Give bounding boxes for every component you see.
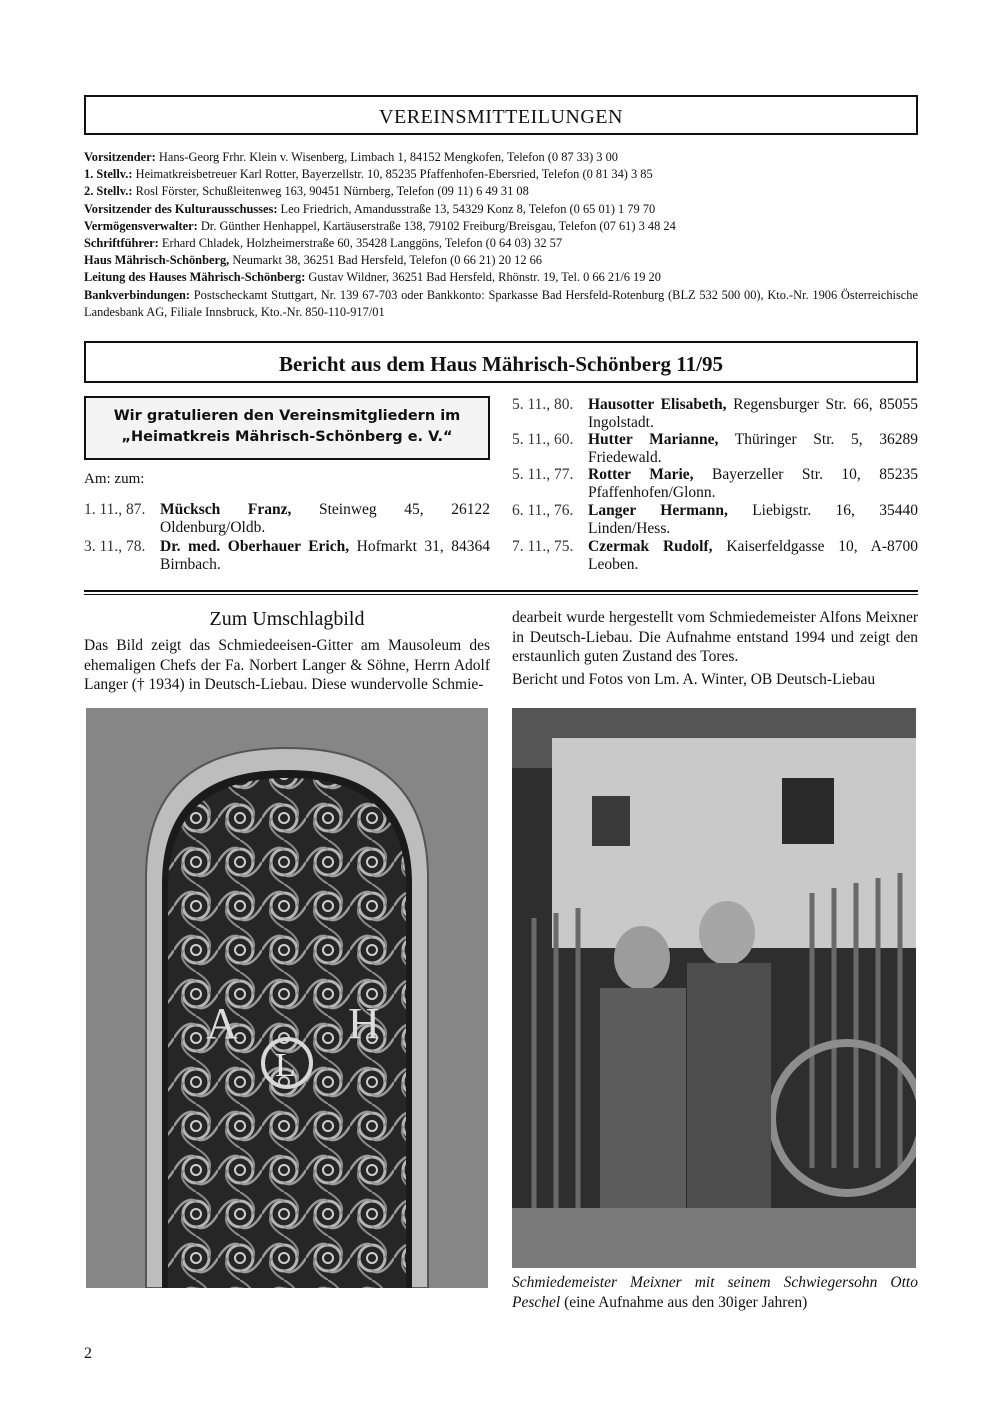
photo-credit: Bericht und Fotos von Lm. A. Winter, OB Deutsch-Liebau <box>512 671 876 688</box>
vm-row <box>84 166 918 183</box>
gate-letter-a: A <box>206 999 238 1048</box>
entry-date: 5. 11., 80. <box>512 396 574 413</box>
entry-name: Dr. med. Oberhauer Erich, <box>160 538 350 555</box>
vm-row-text: Rosl Förster, Schußleitenweg 163, 90451 Nürnberg, Telefon (09 11) 6 49 31 08 <box>132 184 529 199</box>
entry-address: Regensburger Str. 66, 85055 Ingolstadt. <box>588 396 918 431</box>
congrats-line-2: „Heimatkreis Mährisch-Schönberg e. V.“ <box>121 429 453 445</box>
entry-name: Rotter Marie, <box>588 466 694 483</box>
entry-address: Steinweg 45, 26122 Oldenburg/Oldb. <box>160 501 491 536</box>
page-number: 2 <box>84 1345 92 1362</box>
section-divider-thin <box>84 594 918 595</box>
vm-row-text: Leo Friedrich, Amandusstraße 13, 54329 Konz 8, Telefon (0 65 01) 1 79 70 <box>277 201 656 216</box>
vm-row-label: Haus Mährisch-Schönberg, <box>84 253 230 268</box>
vm-row-text: Hans-Georg Frhr. Klein v. Wisenberg, Limbach 1, 84152 Mengkofen, Telefon (0 87 33) 3 00 <box>155 150 618 164</box>
vm-row-label: 2. Stellv.: <box>84 184 133 199</box>
vm-row <box>84 269 918 286</box>
vm-row <box>84 183 918 200</box>
vm-bank-row <box>84 287 918 321</box>
vm-row <box>84 218 918 235</box>
vm-row-text: Gustav Wildner, 36251 Bad Hersfeld, Rhönstr. 19, Tel. 0 66 21/6 19 20 <box>305 270 661 285</box>
caption-rest: (eine Aufnahme aus den 30iger Jahren) <box>560 1293 808 1311</box>
vereinsmitteilungen-title: VEREINSMITTEILUNGEN <box>379 106 623 128</box>
vm-row-label: Vorsitzender: <box>84 150 156 164</box>
bericht-header <box>84 341 918 383</box>
vereinsmitteilungen-list <box>84 149 918 321</box>
congrats-line-1: Wir gratulieren den Vereinsmitgliedern im <box>113 408 461 424</box>
entry-name: Hausotter Elisabeth, <box>588 396 727 413</box>
vm-row-text: Heimatkreisbetreuer Karl Rotter, Bayerzellstr. 10, 85235 Pfaffenhofen-Ebersried, Telefon (0 81 34) 3 85 <box>132 167 653 182</box>
vm-row-text: Dr. Günther Henhappel, Kartäuserstraße 138, 79102 Freiburg/Breisgau, Telefon (07 61) 3 48 24 <box>197 218 676 233</box>
umschlag-text-left: Das Bild zeigt das Schmiedeeisen-Gitter am Mausoleum des ehemaligen Chefs der Fa. Norbert Langer & Söhne, Herrn Adolf Langer († 1934) in Deutsch-Liebau. Diese wundervolle Schmie- <box>84 637 490 693</box>
vereinsmitteilungen-header <box>84 95 918 135</box>
entry-address: Thüringer Str. 5, 36289 Friedewald. <box>588 431 918 466</box>
entry-date: 6. 11., 76. <box>512 502 574 519</box>
vm-row-label: Leitung des Hauses Mährisch-Schönberg: <box>84 270 306 285</box>
entry-date: 5. 11., 60. <box>512 431 574 448</box>
vm-bank-text: Postscheckamt Stuttgart, Nr. 139 67-703 oder Bankkonto: Sparkasse Bad Hersfeld-Rotenburg (BLZ 532 500 00), Kto.-Nr. 1906 Österreichische Landesbank AG, Filiale Innsbruck, Kto.-Nr. 850-110-917/01 <box>84 287 918 319</box>
vm-row-label: 1. Stellv.: <box>84 167 133 182</box>
gate-illustration <box>86 708 488 1288</box>
entry-date: 3. 11., 78. <box>84 538 146 555</box>
entry-address: Hofmarkt 31, 84364 Birnbach. <box>160 538 491 573</box>
gate-letter-l: L <box>275 1047 296 1084</box>
umschlag-title: Zum Umschlagbild <box>209 608 365 630</box>
bericht-title: Bericht aus dem Haus Mährisch-Schönberg 11/95 <box>279 352 723 376</box>
vm-row-label: Schriftführer: <box>84 236 159 251</box>
entry-address: Liebigstr. 16, 35440 Linden/Hess. <box>588 502 918 537</box>
am-zum-label: Am: zum: <box>84 471 145 487</box>
entry-address: Bayerzeller Str. 10, 85235 Pfaffenhofen/Glonn. <box>588 466 918 501</box>
photo-caption <box>512 1273 918 1312</box>
vm-row <box>84 201 918 218</box>
vm-bank-label: Bankverbindungen: <box>84 287 191 302</box>
vm-row <box>84 252 918 269</box>
vm-row-label: Vorsitzender des Kulturausschusses: <box>84 201 278 216</box>
vm-row <box>84 149 918 166</box>
vm-row-text: Neumarkt 38, 36251 Bad Hersfeld, Telefon (0 66 21) 20 12 66 <box>229 253 543 268</box>
umschlag-text-right: dearbeit wurde hergestellt vom Schmiedemeister Alfons Meixner in Deutsch-Liebau. Die Aufnahme entstand 1994 und zeigt den erstaunlich guten Zustand des Tores. <box>512 609 918 665</box>
entry-name: Czermak Rudolf, <box>588 538 713 555</box>
caption-italic: Schmiedemeister Meixner mit seinem Schwiegersohn Otto Peschel <box>512 1274 918 1311</box>
entry-name: Mücksch Franz, <box>160 501 292 518</box>
entry-date: 5. 11., 77. <box>512 466 574 483</box>
entry-date: 1. 11., 87. <box>84 501 146 518</box>
vm-row-label: Vermögensverwalter: <box>84 218 198 233</box>
gate-photo <box>86 708 488 1288</box>
blacksmiths-photo <box>512 708 916 1268</box>
entry-address: Kaiserfeldgasse 10, A-8700 Leoben. <box>588 538 918 573</box>
blacksmiths-illustration <box>512 708 916 1268</box>
gate-letter-h: H <box>348 999 380 1048</box>
entry-date: 7. 11., 75. <box>512 538 574 555</box>
congratulations-box <box>84 396 490 460</box>
vm-row <box>84 235 918 252</box>
entry-name: Hutter Marianne, <box>588 431 719 448</box>
vm-row-text: Erhard Chladek, Holzheimerstraße 60, 35428 Langgöns, Telefon (0 64 03) 32 57 <box>158 236 563 251</box>
entry-name: Langer Hermann, <box>588 502 728 519</box>
section-divider <box>84 590 918 592</box>
